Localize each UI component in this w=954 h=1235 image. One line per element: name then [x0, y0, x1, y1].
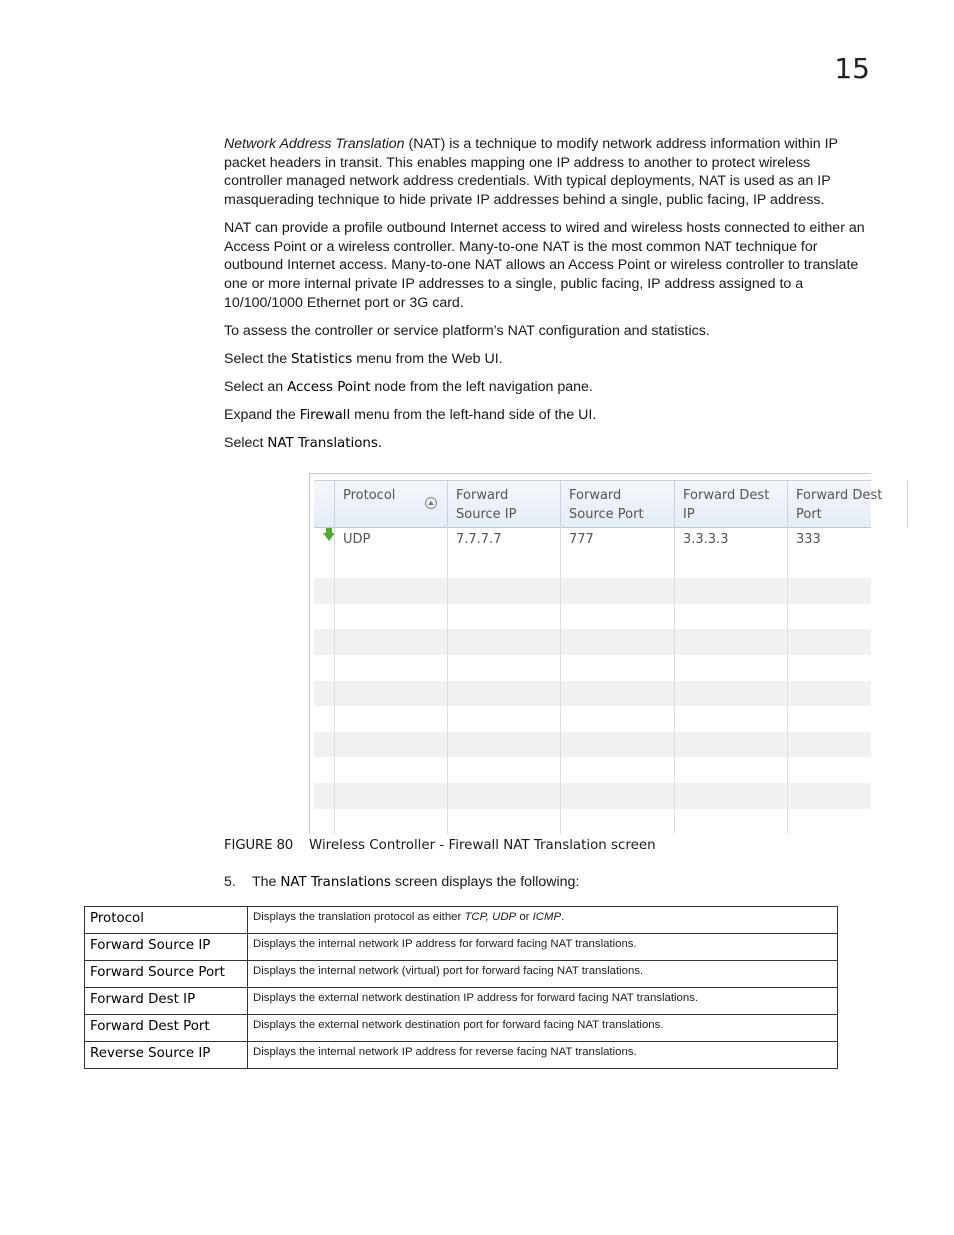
step-text: node from the left navigation pane. — [370, 379, 593, 395]
column-header-label: Protocol — [343, 488, 396, 503]
column-header-label: Source Port — [569, 506, 644, 522]
cell-forward-source-ip: 7.7.7.7 — [456, 532, 502, 547]
step-text: Select an — [224, 379, 288, 395]
figure-caption — [224, 838, 656, 853]
column-header-label: Source IP — [456, 506, 517, 522]
field-term: Forward Dest Port — [85, 1015, 248, 1042]
field-description: Displays the external network destination port for forward facing NAT translations. — [248, 1015, 838, 1042]
step-text: menu from the Web UI. — [352, 351, 503, 367]
ui-term-firewall: Firewall — [299, 408, 351, 423]
nat-translation-grid — [309, 473, 883, 834]
description-text: or — [516, 911, 533, 923]
cell-protocol: UDP — [343, 532, 371, 547]
table-row — [85, 1015, 838, 1042]
field-term: Protocol — [85, 907, 248, 934]
column-header-label: Port — [796, 506, 822, 522]
field-description: Displays the internal network IP address for reverse facing NAT translations. — [248, 1042, 838, 1069]
column-divider — [787, 527, 788, 834]
step-text: Select — [224, 435, 268, 451]
intro-paragraph-outbound-text: NAT can provide a profile outbound Internet access to wired and wireless hosts connected to either an Access Point or a wireless controller. Many-to-one NAT is the most common NAT technique for outbound Internet access. Many-to-one NAT allows an Access Point or wireless controller to translate one or more internal private IP addresses to a single, public facing, IP address assigned to a 10/100/1000 Ethernet port or 3G card. — [224, 220, 865, 311]
cell-forward-dest-port: 333 — [796, 532, 821, 547]
cell-forward-source-port: 777 — [569, 532, 594, 547]
step-firewall — [224, 406, 596, 425]
ui-term-statistics: Statistics — [291, 352, 353, 367]
description-emphasis: ICMP — [532, 911, 562, 923]
column-header-forward-source-port[interactable] — [561, 481, 675, 527]
intro-paragraph-nat — [224, 135, 872, 210]
nat-term: Network Address Translation — [224, 136, 405, 152]
table-row — [85, 961, 838, 988]
step-text: menu from the left-hand side of the UI. — [350, 407, 597, 423]
intro-paragraph-outbound — [224, 219, 872, 313]
column-divider — [674, 527, 675, 834]
step-nat-translations — [224, 434, 382, 453]
field-term: Forward Source IP — [85, 934, 248, 961]
table-row — [85, 1042, 838, 1069]
step-text: The — [252, 874, 281, 890]
field-term: Forward Source Port — [85, 961, 248, 988]
step-access-point — [224, 378, 593, 397]
table-row — [85, 988, 838, 1015]
column-header-protocol[interactable] — [335, 481, 448, 527]
table-row — [85, 907, 838, 934]
field-term: Forward Dest IP — [85, 988, 248, 1015]
sort-ascending-icon[interactable] — [425, 497, 437, 509]
grid-header — [314, 480, 883, 528]
ui-term-nat-translations: NAT Translations — [280, 875, 391, 890]
column-header-forward-dest-port[interactable] — [788, 481, 908, 527]
cell-forward-dest-ip: 3.3.3.3 — [683, 532, 729, 547]
field-description: Displays the external network destination IP address for forward facing NAT translations. — [248, 988, 838, 1015]
step-number: 5. — [224, 874, 236, 890]
assess-instruction: To assess the controller or service platform’s NAT configuration and statistics. — [224, 323, 710, 339]
intro-paragraph-nat-text: (NAT) is a technique to modify network address information within IP packet headers in transit. This enables mapping one IP address to another to protect wireless controller managed network address credentials. With typical deployments, NAT is used as an IP masquerading technique to hide private IP addresses behind a single, public facing, IP address. — [224, 136, 838, 209]
field-description: Displays the internal network (virtual) port for forward facing NAT translations. — [248, 961, 838, 988]
column-header-label: Forward Dest — [683, 488, 770, 503]
ui-term-nat-translations: NAT Translations. — [267, 436, 383, 451]
field-description-table — [84, 906, 838, 1069]
ui-term-access-point: Access Point — [287, 380, 371, 395]
step-statistics — [224, 350, 503, 369]
table-row — [85, 934, 838, 961]
column-header-label: Forward — [456, 488, 509, 503]
step-text: Expand the — [224, 407, 300, 423]
field-description: Displays the internal network IP address for forward facing NAT translations. — [248, 934, 838, 961]
field-description — [248, 907, 838, 934]
step-5 — [224, 874, 579, 890]
description-text: Displays the translation protocol as either — [253, 911, 465, 923]
column-header-forward-dest-ip[interactable] — [675, 481, 788, 527]
description-emphasis: TCP, UDP — [464, 911, 517, 923]
column-header-label: Forward Dest — [796, 488, 883, 503]
step-text: screen displays the following: — [390, 874, 580, 890]
column-divider — [334, 527, 335, 834]
figure-label: FIGURE 80 — [224, 838, 294, 853]
column-header-label: IP — [683, 506, 695, 522]
column-divider — [447, 527, 448, 834]
column-header-forward-source-ip[interactable] — [448, 481, 561, 527]
header-gutter — [314, 481, 335, 527]
chapter-number: 15 — [834, 52, 870, 85]
step-text: Select the — [224, 351, 292, 367]
column-header-label: Forward — [569, 488, 622, 503]
column-divider — [560, 527, 561, 834]
figure-caption-text: Wireless Controller - Firewall NAT Translation screen — [309, 838, 656, 853]
description-text: . — [561, 911, 565, 923]
field-term: Reverse Source IP — [85, 1042, 248, 1069]
